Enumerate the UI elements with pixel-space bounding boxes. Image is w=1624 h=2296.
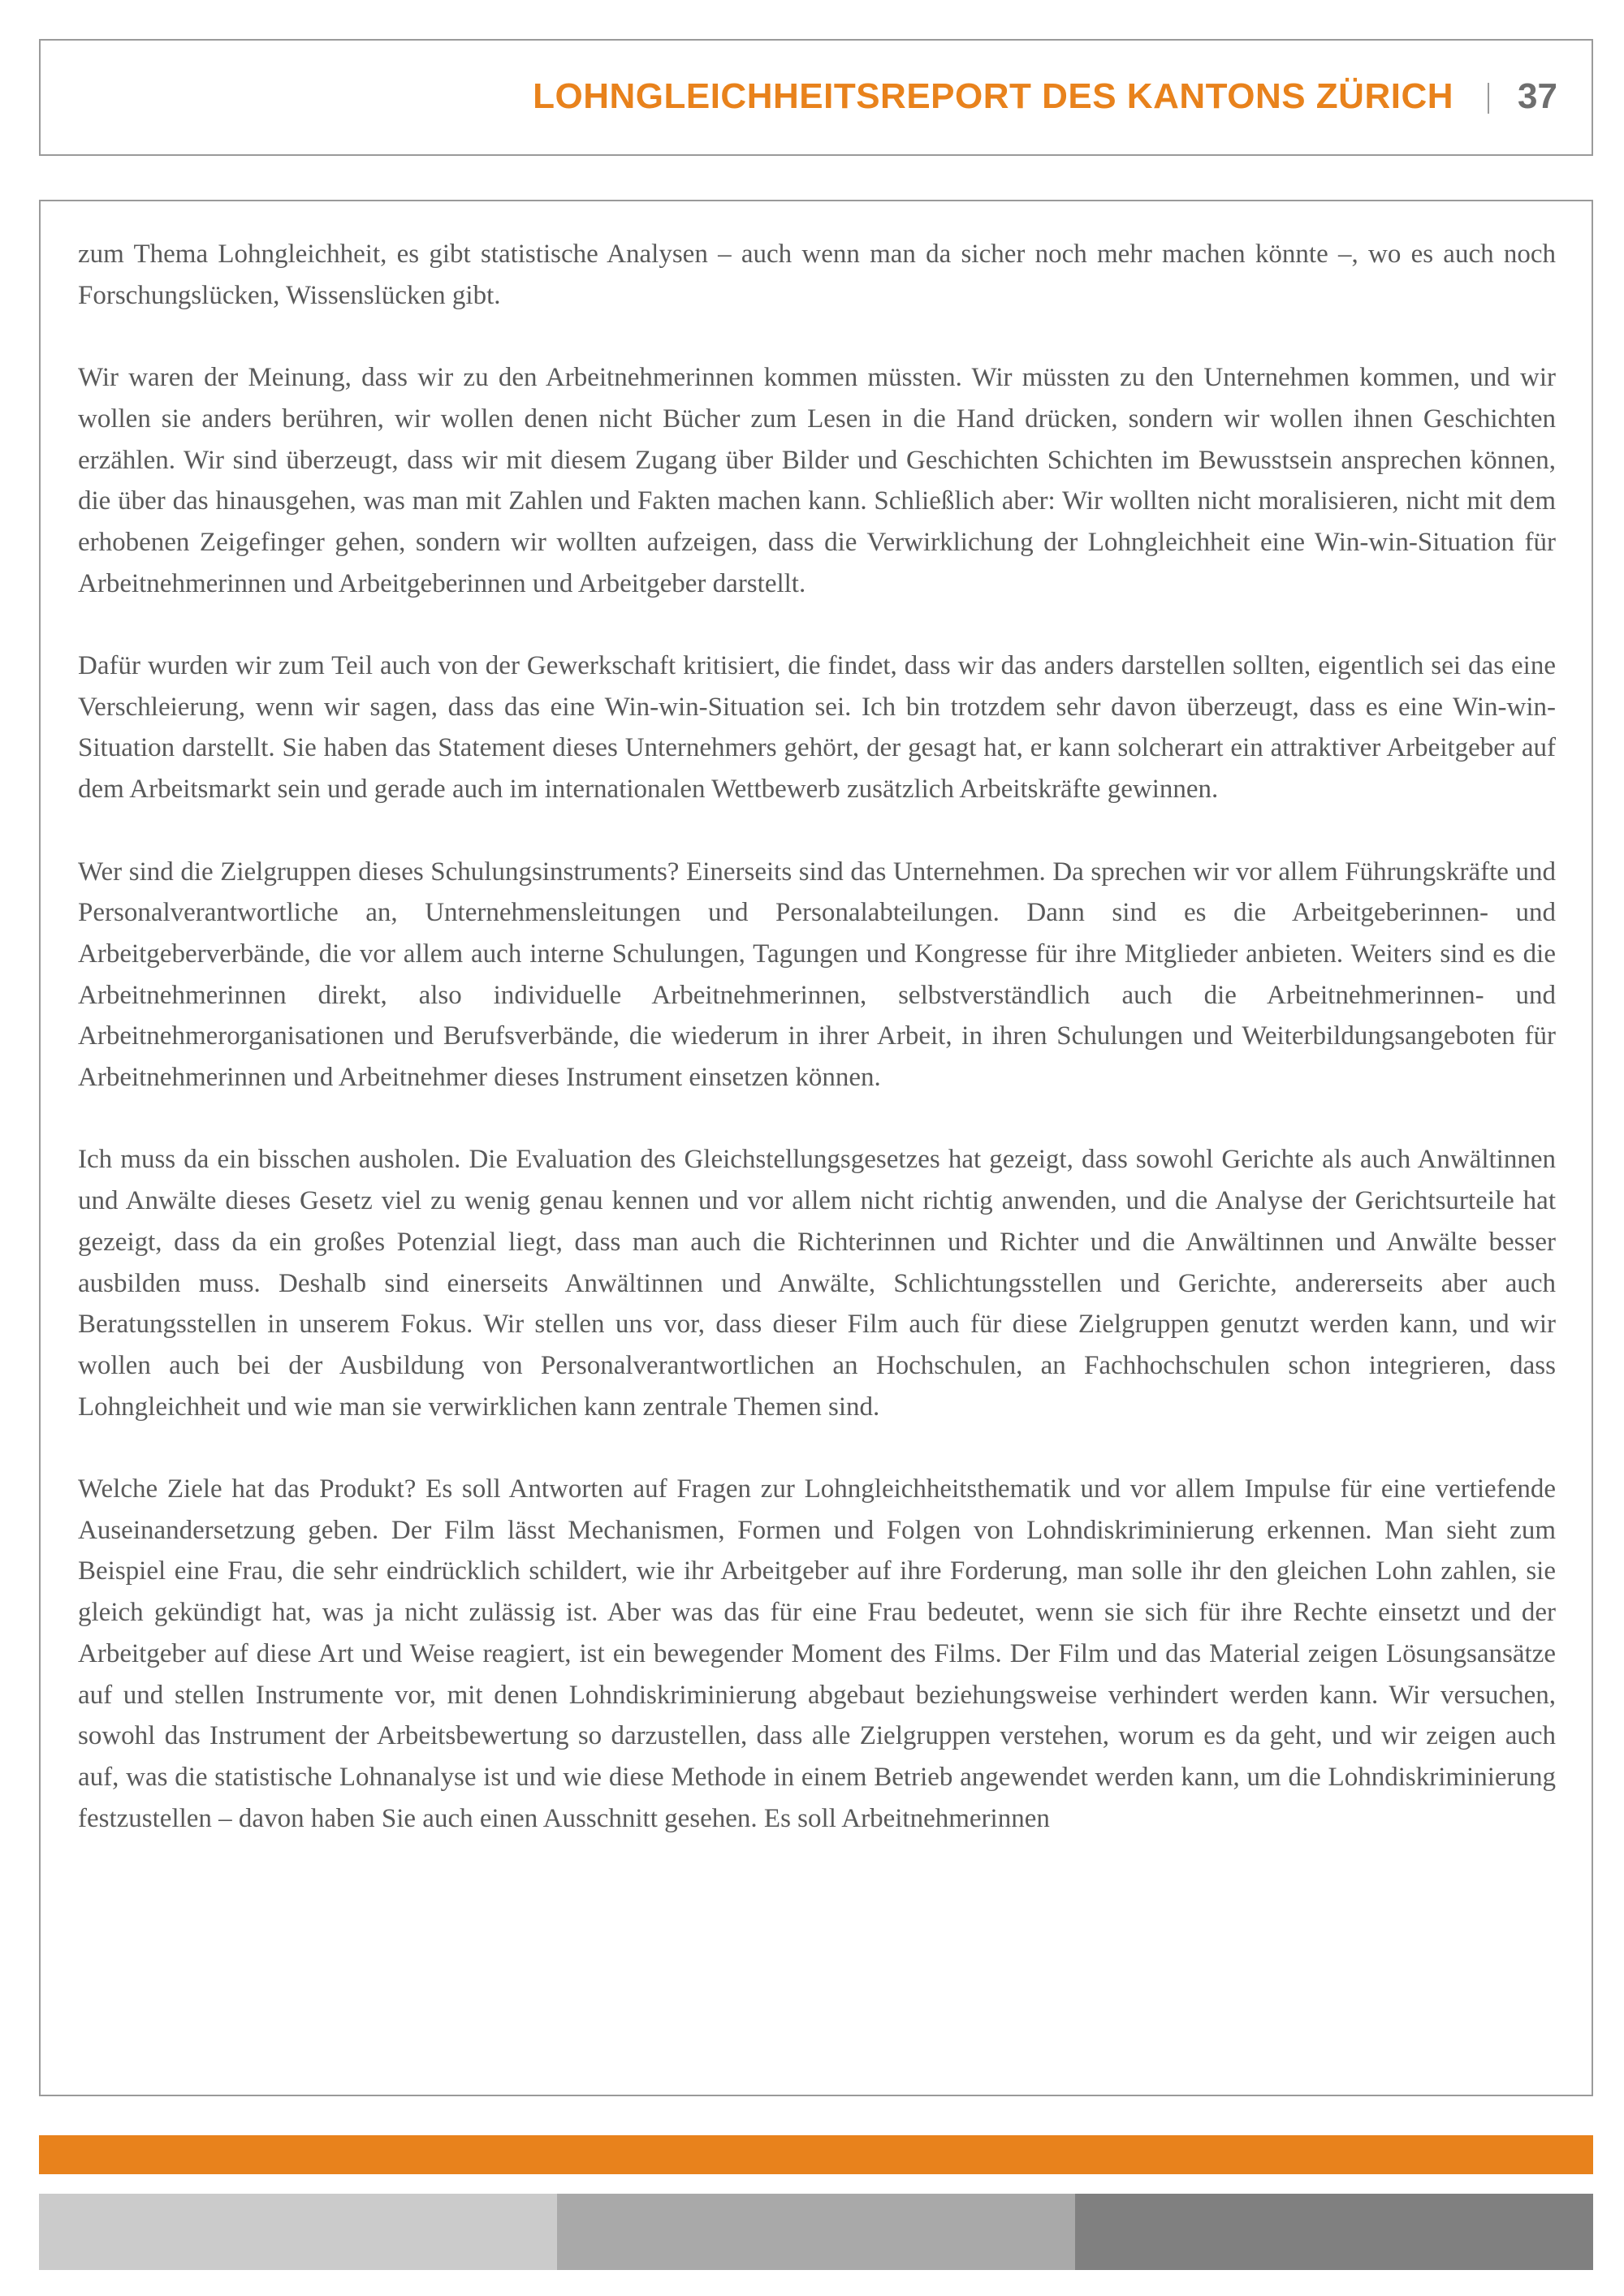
footer-accent-bar — [39, 2135, 1593, 2174]
footer-gray-block-mid — [557, 2194, 1075, 2270]
paragraph: Wir waren der Meinung, dass wir zu den Arbeitnehmerinnen kommen müssten. Wir müssten zu den Unternehmen kommen, und wir wollen sie anders berühren, wir wollen denen nicht Bücher zum Lesen in die Hand drücken, sondern wir wollen ihnen Geschichten erzählen. Wir sind überzeugt, dass wir mit diesem Zugang über Bilder und Geschichten Schichten im Bewusstsein ansprechen können, die über das hinausgehen, was man mit Zahlen und Fakten machen kann. Schließlich aber: Wir wollten nicht moralisieren, nicht mit dem erhobenen Zeigefinger gehen, sondern wir wollten aufzeigen, dass die Verwirklichung der Lohngleichheit eine Win-win-Situation für Arbeitnehmerinnen und Arbeitgeberinnen und Arbeitgeber darstellt. — [78, 363, 1556, 598]
report-title: LOHNGLEICHHEITSREPORT DES KANTONS ZÜRICH — [533, 76, 1453, 116]
page-header — [39, 39, 1593, 156]
paragraph: zum Thema Lohngleichheit, es gibt statistische Analysen – auch wenn man da sicher noch mehr machen könnte –, wo es auch noch Forschungslücken, Wissenslücken gibt. — [78, 240, 1556, 310]
footer-gray-block-dark — [1075, 2194, 1593, 2270]
page-number: 37 — [1518, 76, 1557, 116]
header-divider — [1488, 83, 1489, 114]
paragraph: Dafür wurden wir zum Teil auch von der Gewerkschaft kritisiert, die findet, dass wir das anders darstellen sollten, eigentlich sei das eine Verschleierung, wenn wir sagen, dass das eine Win-win-Situation sei. Ich bin trotzdem sehr davon überzeugt, dass es eine Win-win-Situation darstellt. Sie haben das Statement dieses Unternehmers gehört, der gesagt hat, er kann solcherart ein attraktiver Arbeitgeber auf dem Arbeitsmarkt sein und gerade auch im internationalen Wettbewerb zusätzlich Arbeitskräfte gewinnen. — [78, 651, 1556, 805]
footer-gray-block-light — [39, 2194, 557, 2270]
paragraph: Ich muss da ein bisschen ausholen. Die Evaluation des Gleichstellungsgesetzes hat gezeigt, dass sowohl Gerichte als auch Anwältinnen und Anwälte dieses Gesetz viel zu wenig genau kennen und vor allem nicht richtig anwenden, und die Analyse der Gerichtsurteile hat gezeigt, dass da ein großes Potenzial liegt, dass man auch die Richterinnen und Richter und die Anwältinnen und Anwälte besser ausbilden muss. Deshalb sind einerseits Anwältinnen und Anwälte, Schlichtungsstellen und Gerichte, andererseits aber auch Beratungsstellen in unserem Fokus. Wir stellen uns vor, dass dieser Film auch für diese Zielgruppen genutzt werden kann, und wir wollen auch bei der Ausbildung von Personalverantwortlichen an Hochschulen, an Fachhochschulen schon integrieren, dass Lohngleichheit und wie man sie verwirklichen kann zentrale Themen sind. — [78, 1145, 1556, 1422]
paragraph: Wer sind die Zielgruppen dieses Schulungsinstruments? Einerseits sind das Unternehmen. Da sprechen wir vor allem Führungskräfte und Personalverantwortliche an, Unternehmensleitungen und Personalabteilungen. Dann sind es die Arbeitgeberinnen- und Arbeitgeberverbände, die vor allem auch interne Schulungen, Tagungen und Kongresse für ihre Mitglieder anbieten. Weiters sind es die Arbeitnehmerinnen direkt, also individuelle Arbeitnehmerinnen, selbstverständlich auch die Arbeitnehmerinnen- und Arbeitnehmerorganisationen und Berufsverbände, die wiederum in ihrer Arbeit, in ihren Schulungen und Weiterbildungsangeboten für Arbeitnehmerinnen und Arbeitnehmer dieses Instrument einsetzen können. — [78, 857, 1556, 1093]
text-body — [39, 200, 1593, 2096]
paragraph: Welche Ziele hat das Produkt? Es soll Antworten auf Fragen zur Lohngleichheitsthematik und vor allem Impulse für eine vertiefende Auseinandersetzung geben. Der Film lässt Mechanismen, Formen und Folgen von Lohndiskriminierung erkennen. Man sieht zum Beispiel eine Frau, die sehr eindrücklich schildert, wie ihr Arbeitgeber auf ihre Forderung, man solle ihr den gleichen Lohn zahlen, sie gleich gekündigt hat, was ja nicht zulässig ist. Aber was das für eine Frau bedeutet, wenn sie sich für ihre Rechte einsetzt und der Arbeitgeber auf diese Art und Weise reagiert, ist ein bewegender Moment des Films. Der Film und das Material zeigen Lösungsansätze auf und stellen Instrumente vor, mit denen Lohndiskriminierung abgebaut beziehungsweise verhindert werden kann. Wir versuchen, sowohl das Instrument der Arbeitsbewertung so darzustellen, dass alle Zielgruppen verstehen, worum es da geht, und wir zeigen auch auf, was die statistische Lohnanalyse ist und wie diese Methode in einem Betrieb angewendet werden kann, um die Lohndiskriminierung festzustellen – davon haben Sie auch einen Ausschnitt gesehen. Es soll Arbeitnehmerinnen — [78, 1474, 1556, 1833]
